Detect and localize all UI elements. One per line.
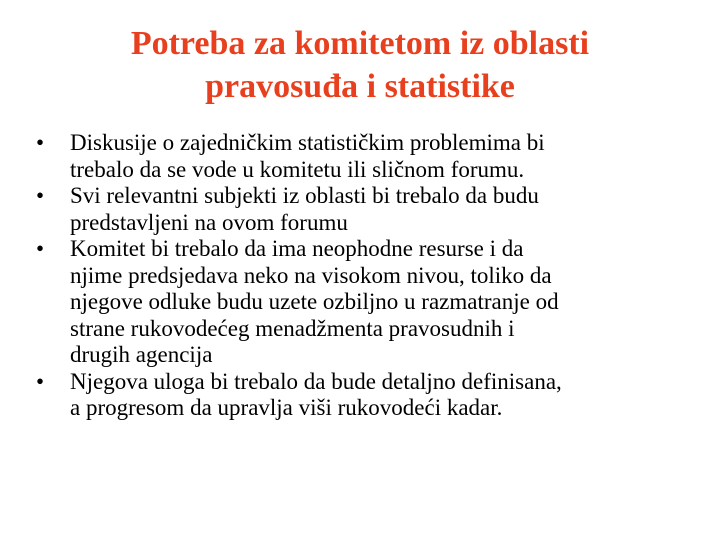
bullet-item-3 [36,236,686,369]
bullet-icon: • [36,130,45,155]
bullet-item-4 [36,369,686,422]
bullet-text-line: Njegova uloga bi trebalo da bude detaljno definisana, [70,368,562,394]
bullet-text-line: njegove odluke budu uzete ozbiljno u razmatranje od [70,289,559,314]
bullet-text-line: njime predsjedava neko na visokom nivou, toliko da [70,262,552,288]
bullet-text-line: trebalo da se vode u komitetu ili sličnom forumu. [70,156,525,182]
bullet-text-line: strane rukovodećeg menadžmenta pravosudnih i [70,315,515,341]
bullet-icon: • [36,236,45,261]
bullet-text-line: predstavljeni na ovom forumu [70,209,348,235]
bullet-item-2 [36,183,686,236]
bullet-icon: • [36,368,45,394]
bullet-text-line: a progresom da upravlja viši rukovodeći kadar. [70,395,503,420]
bullet-text-line: drugih agencija [70,342,213,367]
slide-title-line-1: Potreba za komitetom iz oblasti [130,25,590,62]
bullet-item-1 [36,130,686,183]
bullet-text-line: Komitet bi trebalo da ima neophodne resurse i da [70,236,524,261]
bullet-text-line: Diskusije o zajedničkim statističkim problemima bi [70,130,545,155]
slide-title [40,22,680,108]
slide-title-line-2: pravosuđa i statistike [205,68,515,105]
bullet-text-line: Svi relevantni subjekti iz oblasti bi trebalo da budu [70,183,539,208]
bullet-list [36,130,686,422]
bullet-icon: • [36,183,45,208]
